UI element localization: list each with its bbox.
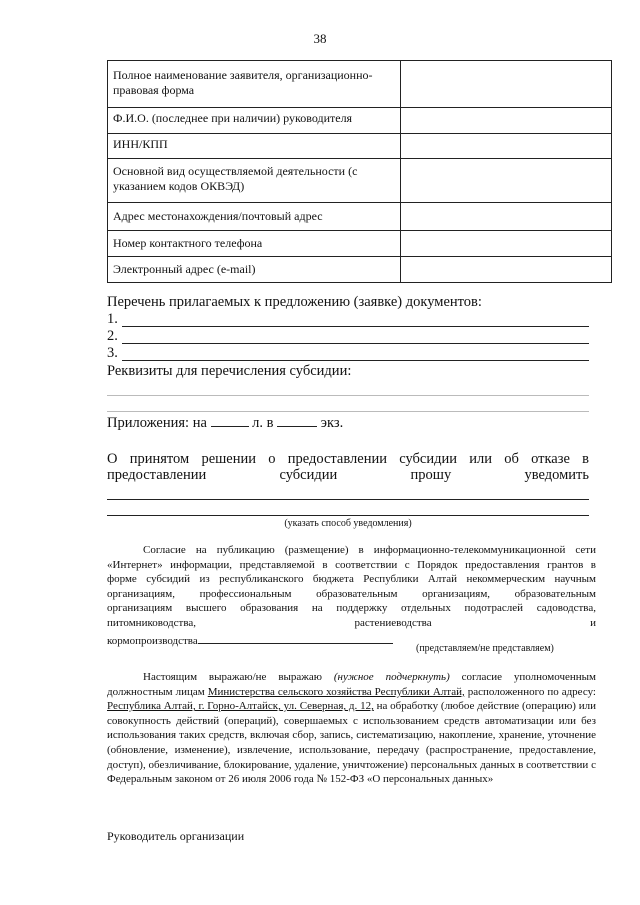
notify-line-2 [107,467,589,484]
notify-word: уведомить [524,467,589,483]
consent-pd-part: Настоящим выражаю/не выражаю [143,671,322,683]
table-value-cell[interactable] [401,203,612,231]
table-label: Полное наименование заявителя, организационно-правовая форма [108,61,401,108]
table-row [108,257,612,283]
document-item-number: 1. [107,311,118,327]
notify-word: прошу [410,467,452,483]
copies-count-field[interactable] [277,426,317,427]
requisites-heading: Реквизиты для перечисления субсидии: [107,363,352,379]
page-number: 38 [313,31,327,46]
table-value-cell[interactable] [401,257,612,283]
ministry-address: Республика Алтай, г. Горно-Алтайск, ул. Северная, д. 12, [107,700,374,713]
table-value-cell[interactable] [401,134,612,159]
table-label: Адрес местонахождения/почтовый адрес [108,203,401,231]
attachments-suffix: экз. [320,415,344,431]
consent-pd-part: согласие уполномоченным должностным лицам [107,671,597,698]
attachments-mid: л. в [252,415,274,431]
notify-line-1: О принятом решении о предоставлении субсидии или об отказе в [107,451,589,467]
notify-method-line-2[interactable] [107,515,589,516]
sheets-count-field[interactable] [211,426,249,427]
table-value-cell[interactable] [401,231,612,257]
notify-word: субсидии [279,467,338,483]
table-row [108,203,612,231]
ministry-name: Министерства сельского хозяйства Республики Алтай, [207,685,465,698]
table-value-cell[interactable] [401,159,612,203]
consent-line: организациям, профессиональным образовательным организациям, образовательным [107,587,596,600]
table-row [108,231,612,257]
table-row [108,61,612,108]
consent-final-word: кормопроизводства [107,634,198,647]
table-label: Электронный адрес (e-mail) [108,257,401,283]
consent-publication-paragraph [107,543,596,648]
applicant-info-table [107,60,612,283]
consent-line: форме субсидий из республиканского бюджета Республики Алтай некоммерческим научным [107,573,596,586]
notify-word: предоставлении [107,467,207,483]
documents-heading: Перечень прилагаемых к предложению (заявке) документов: [107,294,482,310]
table-value-cell[interactable] [401,108,612,134]
consent-publication-caption: (представляем/не представляем) [416,643,554,654]
notify-caption: (указать способ уведомления) [284,518,412,529]
table-row [108,108,612,134]
consent-pd-part: расположенного по адресу: [467,685,596,698]
table-row [108,159,612,203]
consent-word: питомниководства, [107,616,197,629]
consent-line: организациям высшего образования на поддержку отдельных подотраслей садоводства, [107,602,596,615]
consent-choice-field[interactable] [198,643,393,644]
requisites-line-1[interactable] [107,395,589,396]
requisites-line-2[interactable] [107,411,589,412]
document-item-number: 3. [107,345,118,361]
attachments-line [107,415,343,432]
notify-method-line-1[interactable] [107,499,589,500]
table-value-cell[interactable] [401,61,612,108]
table-row [108,134,612,159]
consent-word: и [590,616,596,629]
document-line-2[interactable] [122,343,589,344]
document-line-3[interactable] [122,360,589,361]
consent-personal-data-paragraph [107,670,596,787]
consent-line: Согласие на публикацию (размещение) в информационно-телекоммуникационной сети [143,544,596,556]
document-item-number: 2. [107,328,118,344]
attachments-prefix: Приложения: на [107,415,207,431]
consent-pd-italic: (нужное подчеркнуть) [333,671,450,683]
signature-label: Руководитель организации [107,829,245,843]
consent-pd-part: на обработку (любое действие (операцию) или совокупность действий (операций), совершаемых с использованием средств автоматизации или без использования таких средств, включая сбор, запись, систематизацию, накопление, хранение, уточнение (обновление, изменение), извлечение, использование, передачу (распространение, предоставление, доступ), обезличивание, блокирование, удаление, уничтожение) персональных данных в соответствии с Федеральным законом от 26 июля 2006 года № 152-ФЗ «О персональных данных» [107,700,597,786]
document-line-1[interactable] [122,326,589,327]
table-label: Номер контактного телефона [108,231,401,257]
consent-line [107,616,596,631]
consent-word: растениеводства [354,616,432,629]
table-label: Ф.И.О. (последнее при наличии) руководителя [108,108,401,134]
table-label: Основной вид осуществляемой деятельности (с указанием кодов ОКВЭД) [108,159,401,203]
table-label: ИНН/КПП [108,134,401,159]
consent-line: «Интернет» информации, представляемой в соответствии с Порядок предоставления грантов в [107,558,596,571]
